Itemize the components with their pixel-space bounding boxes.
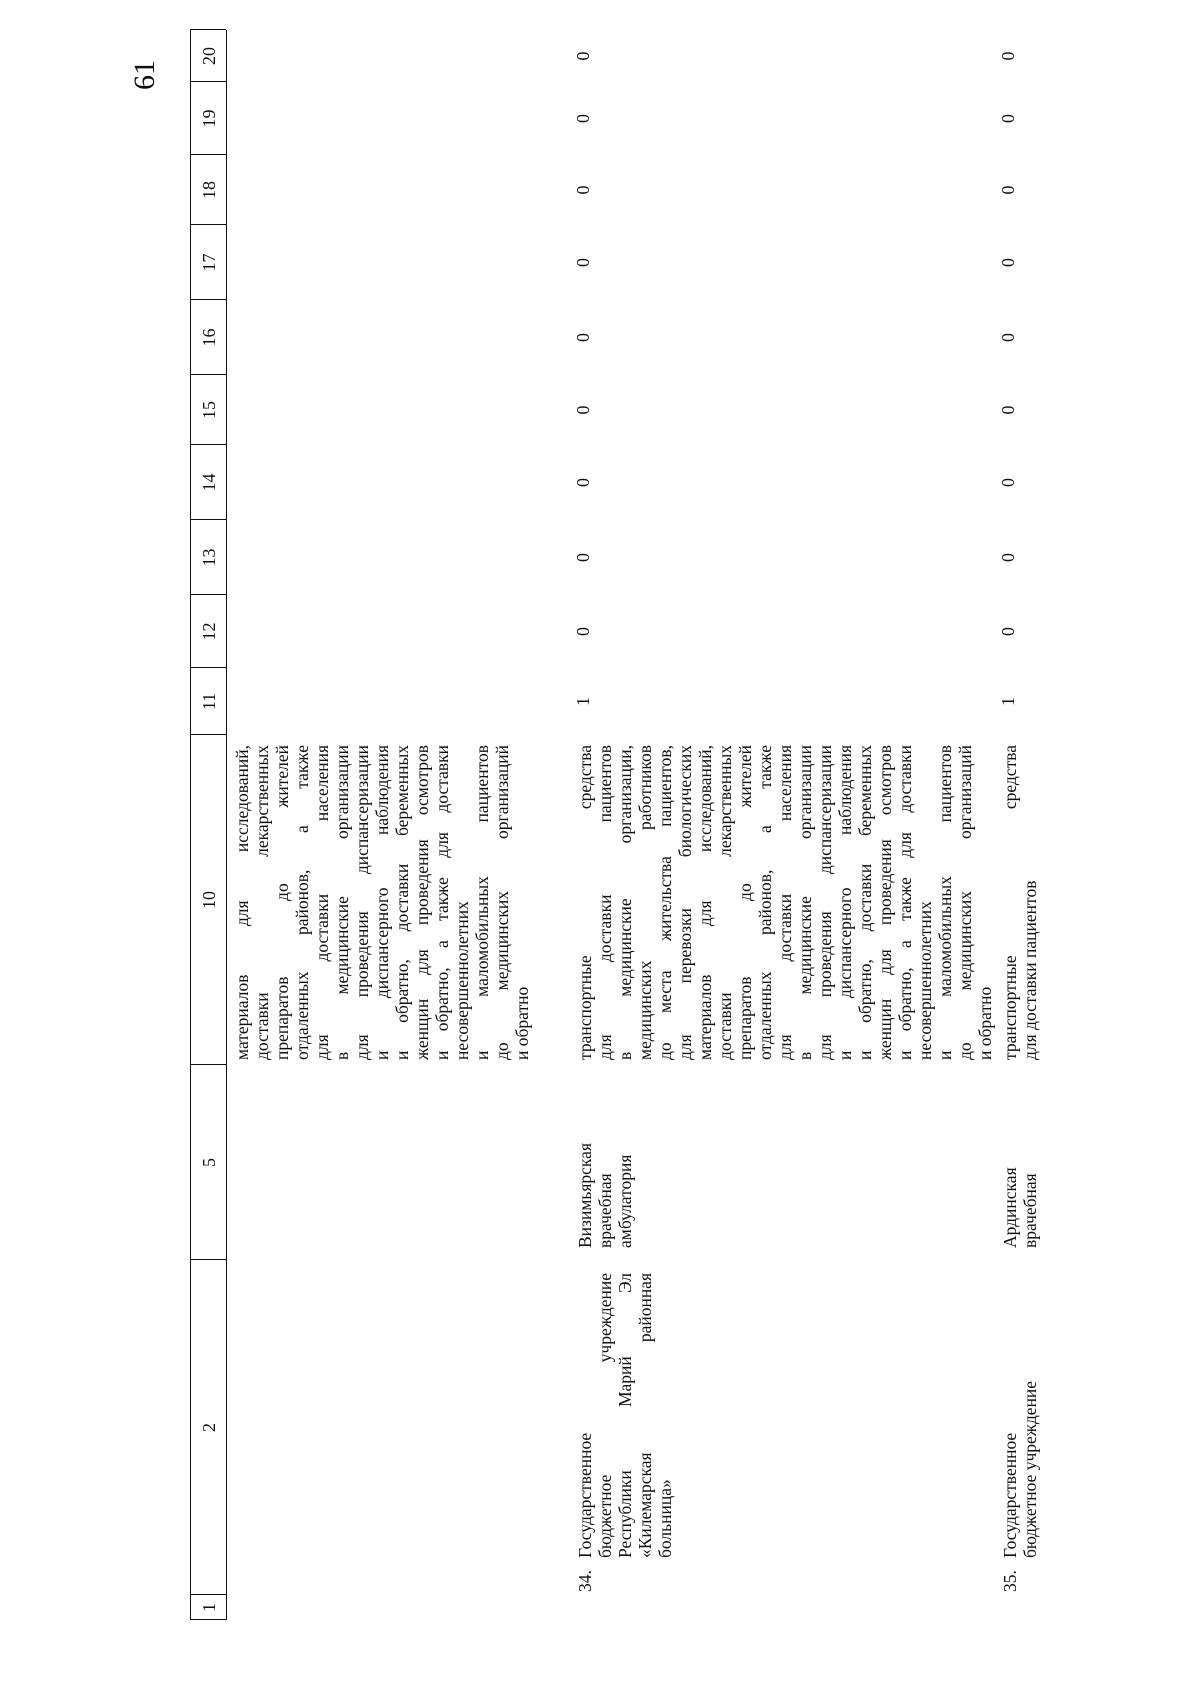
unit-name [575, 1098, 635, 1248]
cell-value: 0 [998, 627, 1018, 636]
transport-description-line: женщин для проведения осмотров [875, 745, 895, 1060]
cell-value: 0 [998, 478, 1018, 487]
cell-value: 0 [998, 553, 1018, 562]
cell-value: 1 [573, 697, 593, 706]
transport-description-line: и диспансерного наблюдения [835, 745, 855, 1060]
organization-name-line: бюджетное учреждение [1020, 1380, 1040, 1558]
row-number: 34. [575, 1570, 595, 1592]
continuation-text-line: несовершеннолетних [452, 901, 472, 1060]
cell-value: 0 [573, 478, 593, 487]
organization-name-line: Государственное [575, 1432, 595, 1558]
column-header-number: 2 [199, 1423, 219, 1432]
organization-name [1000, 1273, 1040, 1558]
cell-value: 0 [998, 114, 1018, 123]
transport-description-line: для доставки населения [775, 745, 795, 1060]
transport-description-line: для доставки пациентов [595, 745, 615, 1060]
transport-description-line: и обратно [975, 986, 995, 1060]
transport-description-line: до места жительства пациентов, [655, 745, 675, 1060]
transport-description [575, 745, 995, 1060]
transport-description-line: отдаленных районов, а также [755, 745, 775, 1060]
cell-value: 0 [998, 333, 1018, 342]
continuation-text-line: до медицинских организаций [492, 745, 512, 1060]
header-top-rule [190, 30, 191, 1620]
transport-description [1000, 745, 1040, 1060]
cell-value: 0 [573, 51, 593, 61]
column-header-number: 12 [199, 622, 219, 641]
unit-name-line: амбулатория [615, 1154, 635, 1248]
transport-description-line: до медицинских организаций [955, 745, 975, 1060]
continuation-text-line: и обратно, доставки беременных [392, 745, 412, 1060]
column-header-number: 11 [199, 692, 219, 711]
cell-value: 0 [573, 553, 593, 562]
cell-value: 0 [998, 51, 1018, 61]
organization-name-line: «Килемарская районная [635, 1273, 655, 1558]
cell-value: 0 [998, 258, 1018, 267]
cell-value: 0 [573, 405, 593, 415]
continuation-text-line: материалов для исследований, [232, 745, 252, 1060]
cell-value: 1 [998, 697, 1018, 706]
transport-description-line: и маломобильных пациентов [935, 745, 955, 1060]
transport-description-line: и обратно, доставки беременных [855, 745, 875, 1060]
continuation-text-line: препаратов до жителей [272, 745, 292, 1060]
organization-name-line: Республики Марий Эл [615, 1273, 635, 1558]
transport-description-line: материалов для исследований, [695, 745, 715, 1060]
column-header-number: 13 [199, 548, 219, 567]
column-header-number: 15 [199, 401, 219, 419]
unit-name-line: Ардинская [1000, 1167, 1020, 1248]
unit-name [1000, 1098, 1040, 1248]
transport-description-line: несовершеннолетних [915, 901, 935, 1060]
cell-value: 0 [998, 405, 1018, 415]
organization-name-line: бюджетное учреждение [595, 1273, 615, 1558]
unit-name-line: врачебная [595, 1173, 615, 1248]
organization-name [575, 1273, 675, 1558]
continuation-text [232, 745, 532, 1060]
continuation-text-line: доставки лекарственных [252, 745, 272, 1060]
cell-value: 0 [573, 114, 593, 123]
transport-description-line: транспортные средства [1000, 745, 1020, 1060]
transport-description-line: в медицинские организации, [615, 745, 635, 1060]
continuation-text-line: и обратно [512, 986, 532, 1060]
cell-value: 0 [573, 627, 593, 636]
transport-description-line: доставки лекарственных [715, 745, 735, 1060]
organization-name-line: больница» [655, 1479, 675, 1558]
row-number: 35. [1000, 1570, 1020, 1592]
column-header-number: 14 [199, 473, 219, 492]
column-header-number: 20 [199, 47, 219, 65]
cell-value: 0 [573, 333, 593, 342]
unit-name-line: врачебная [1020, 1173, 1040, 1248]
column-header-number: 19 [199, 109, 219, 128]
transport-description-line: медицинских работников [635, 745, 655, 1060]
cell-value: 0 [573, 258, 593, 267]
column-header-number: 10 [199, 891, 219, 909]
transport-description-line: для проведения диспансеризации [815, 745, 835, 1060]
transport-description-line: для доставки пациентов [1020, 880, 1040, 1060]
continuation-text-line: для проведения диспансеризации [352, 745, 372, 1060]
continuation-text-line: и обратно, а также для доставки [432, 745, 452, 1060]
column-header-number: 16 [199, 328, 219, 347]
column-header-number: 1 [199, 1603, 219, 1612]
transport-description-line: транспортные средства [575, 745, 595, 1060]
continuation-text-line: для доставки населения [312, 745, 332, 1060]
transport-description-line: препаратов до жителей [735, 745, 755, 1060]
continuation-text-line: отдаленных районов, а также [292, 745, 312, 1060]
header-bottom-rule [226, 30, 227, 1620]
cell-value: 0 [573, 185, 593, 195]
rotated-page [128, 20, 1200, 1620]
continuation-text-line: и маломобильных пациентов [472, 745, 492, 1060]
transport-description-line: и обратно, а также для доставки [895, 745, 915, 1060]
unit-name-line: Визимьярская [575, 1143, 595, 1248]
cell-value: 0 [998, 185, 1018, 195]
column-header-number: 18 [199, 181, 219, 199]
transport-description-line: для перевозки биологических [675, 745, 695, 1060]
transport-description-line: в медицинские организации [795, 745, 815, 1060]
column-header-number: 17 [199, 253, 219, 272]
column-header-number: 5 [199, 1158, 219, 1167]
organization-name-line: Государственное [1000, 1432, 1020, 1558]
page-number: 61 [128, 60, 161, 90]
continuation-text-line: и диспансерного наблюдения [372, 745, 392, 1060]
continuation-text-line: женщин для проведения осмотров [412, 745, 432, 1060]
continuation-text-line: в медицинские организации [332, 745, 352, 1060]
